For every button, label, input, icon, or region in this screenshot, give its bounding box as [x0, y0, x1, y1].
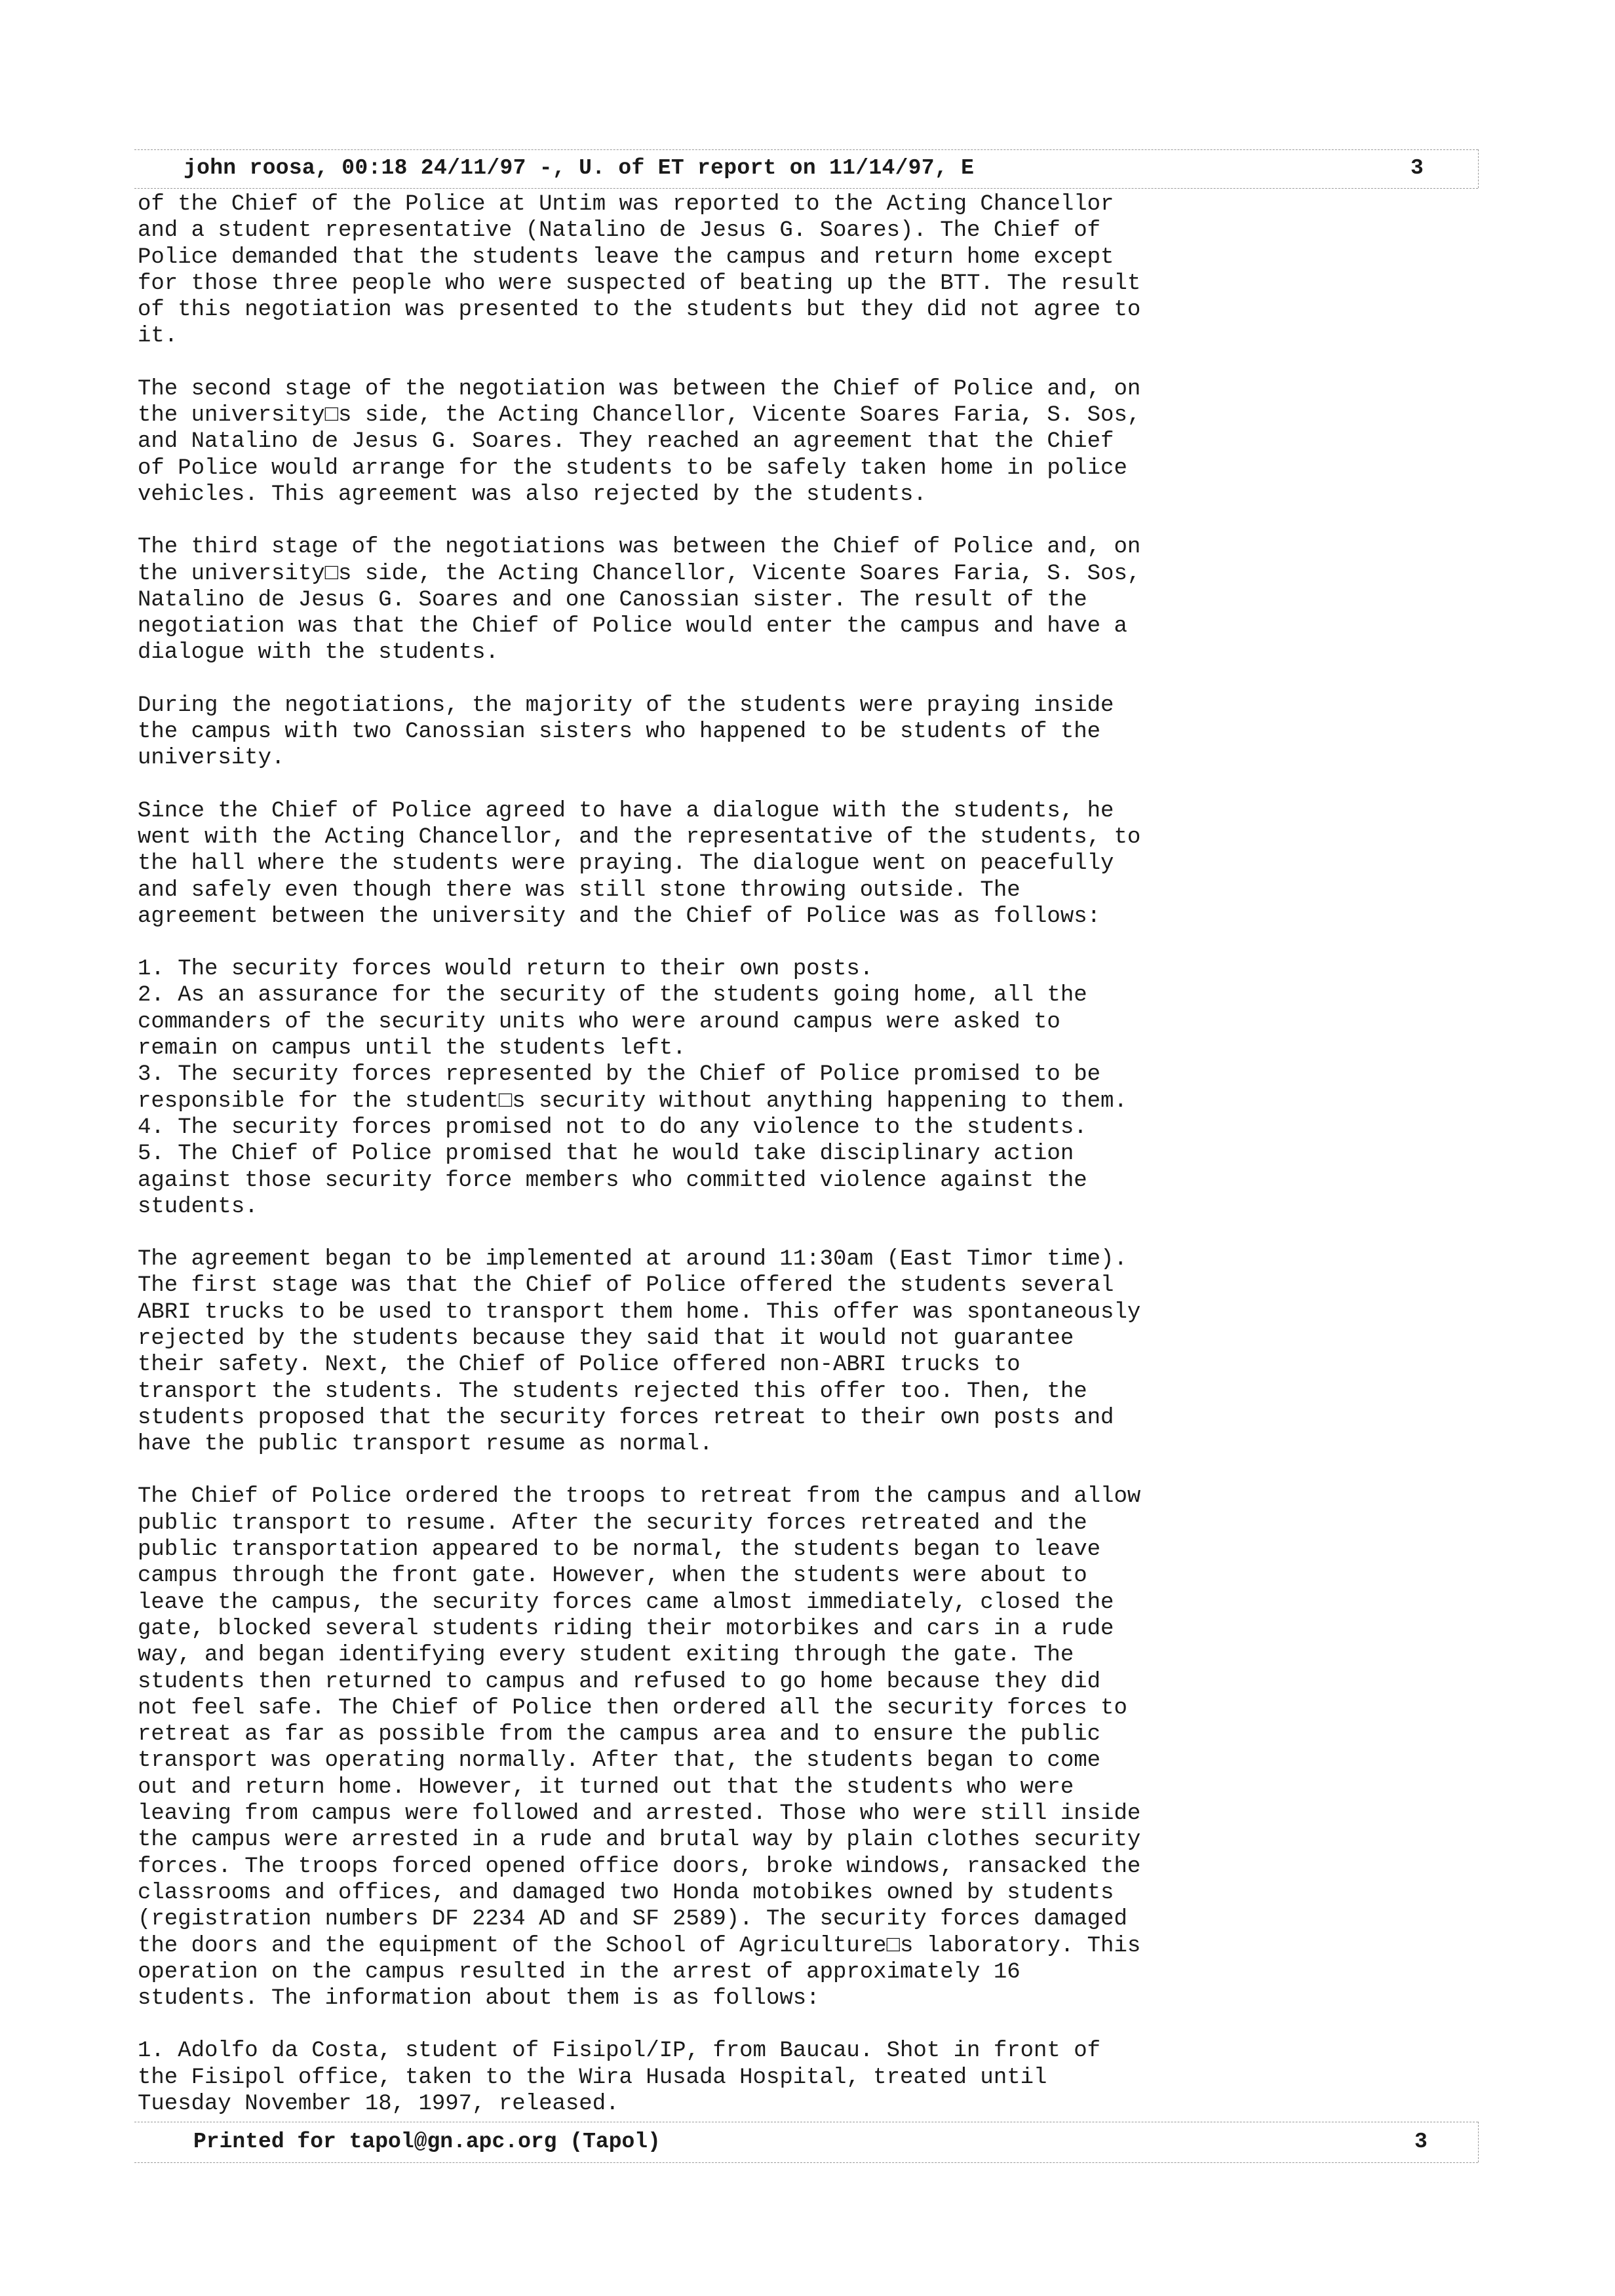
paragraph: During the negotiations, the majority of the students were praying inside the campus with two Canossian sisters who happened to be students of the university.	[138, 693, 1114, 771]
footer-label: Printed for tapol@gn.apc.org (Tapol)	[193, 2130, 661, 2154]
header-page-number: 3	[1411, 156, 1424, 180]
header-title: john roosa, 00:18 24/11/97 -, U. of ET report on 11/14/97, E	[184, 156, 975, 180]
header-right-tick	[1478, 149, 1479, 188]
paragraph: of the Chief of the Police at Untim was reported to the Acting Chancellor and a student representative (Natalino de Jesus G. Soares). The Chief of Police demanded that the students leave the campus and return home except for those three people who were suspected of beating up the BTT. The result of this negotiation was presented to the students but they did not agree to it.	[138, 192, 1141, 349]
paragraph: Since the Chief of Police agreed to have a dialogue with the students, he went with the Acting Chancellor, and the representative of the students, to the hall where the students were praying. The dialogue went on peacefully and safely even though there was still stone throwing outside. The agreement between the university and the Chief of Police was as follows:	[138, 798, 1141, 929]
footer-right-tick	[1478, 2122, 1479, 2162]
paragraph: The second stage of the negotiation was between the Chief of Police and, on the university□s side, the Acting Chancellor, Vicente Soares Faria, S. Sos, and Natalino de Jesus G. Soares. They reached an agreement that the Chief of Police would arrange for the students to be safely taken home in police vehicles. This agreement was also rejected by the students.	[138, 376, 1141, 507]
paragraph: The Chief of Police ordered the troops to retreat from the campus and allow public transport to resume. After the security forces retreated and the public transportation appeared to be normal, the students began to leave campus through the front gate. However, when the students were about to leave the campus, the security forces came almost immediately, closed the gate, blocked several students riding their motorbikes and cars in a rude way, and began identifying every student exiting through the gate. The students then returned to campus and refused to go home because they did not feel safe. The Chief of Police then ordered all the security forces to retreat as far as possible from the campus area and to ensure the public transport was operating normally. After that, the students began to come out and return home. However, it turned out that the students who were leaving from campus were followed and arrested. Those who were still inside the campus were arrested in a rude and brutal way by plain clothes security forces. The troops forced opened office doors, broke windows, ransacked the classrooms and offices, and damaged two Honda motobikes owned by students (registration numbers DF 2234 AD and SF 2589). The security forces damaged the doors and the equipment of the School of Agriculture□s laboratory. This operation on the campus resulted in the arrest of approximately 16 students. The information about them is as follows:	[138, 1484, 1141, 2012]
footer-page-number: 3	[1414, 2130, 1428, 2154]
numbered-list: 1. The security forces would return to their own posts. 2. As an assurance for the security of the students going home, all the commanders of the security units who were around campus were asked to remain on campus until the students left. 3. The security forces represented by the Chief of Police promised to be responsible for the student□s security without anything happening to them. 4. The security forces promised not to do any violence to the students. 5. The Chief of Police promised that he would take disciplinary action against those security force members who committed violence against the students.	[138, 957, 1127, 1219]
document-body	[138, 191, 1291, 2143]
paragraph: The third stage of the negotiations was between the Chief of Police and, on the university□s side, the Acting Chancellor, Vicente Soares Faria, S. Sos, Natalino de Jesus G. Soares and one Canossian sister. The result of the negotiation was that the Chief of Police would enter the campus and have a dialogue with the students.	[138, 535, 1141, 666]
paragraph: The agreement began to be implemented at around 11:30am (East Timor time). The first stage was that the Chief of Police offered the students several ABRI trucks to be used to transport them home. This offer was spontaneously rejected by the students because they said that it would not guarantee their safety. Next, the Chief of Police offered non-ABRI trucks to transport the students. The students rejected this offer too. Then, the students proposed that the security forces retreat to their own posts and have the public transport resume as normal.	[138, 1247, 1141, 1457]
header-bottom-rule	[134, 188, 1478, 189]
footer-bottom-rule	[134, 2162, 1478, 2163]
header-top-rule	[134, 149, 1478, 150]
list-item: 1. Adolfo da Costa, student of Fisipol/IP, from Baucau. Shot in front of the Fisipol office, taken to the Wira Husada Hospital, treated until Tuesday November 18, 1997, released.	[138, 2038, 1101, 2116]
